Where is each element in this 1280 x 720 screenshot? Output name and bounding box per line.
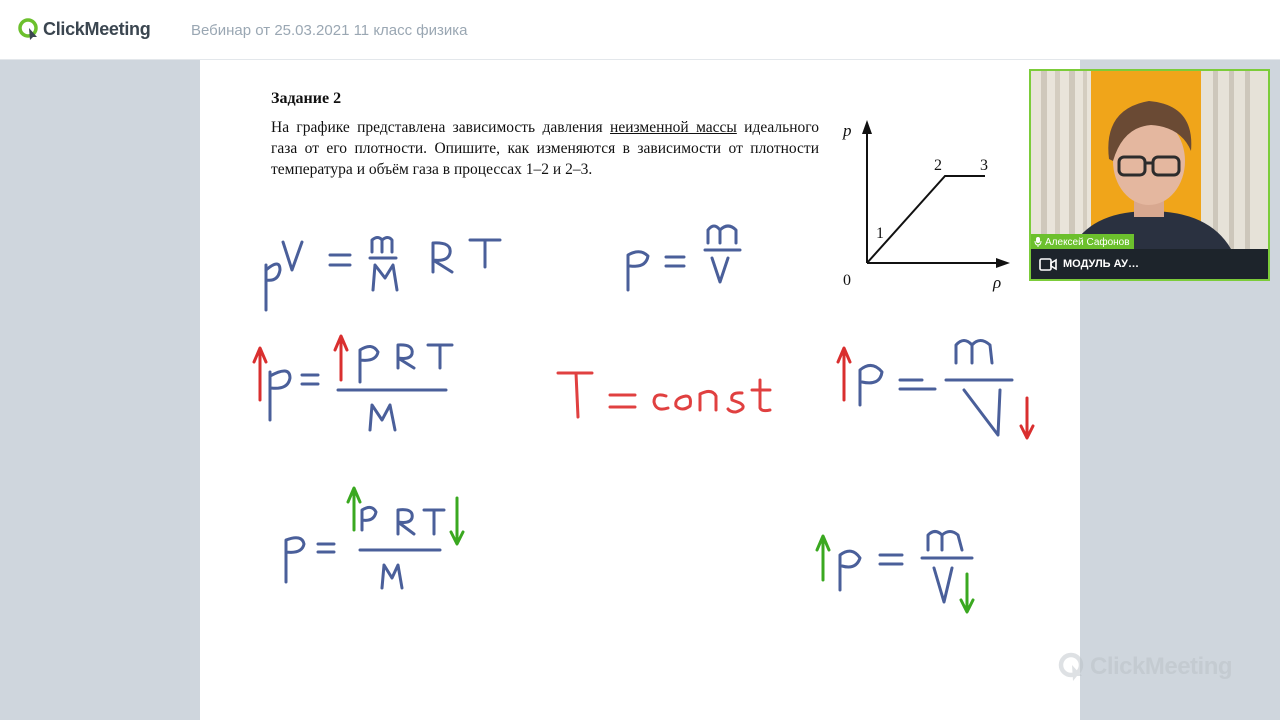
handwriting-eq4: [558, 373, 770, 417]
clickmeeting-watermark: [1058, 652, 1232, 682]
logo-text: ClickMeeting: [43, 18, 151, 39]
handwriting-eq5: [860, 341, 1012, 436]
graph-origin-label: 0: [843, 272, 851, 289]
camera-icon[interactable]: [1039, 258, 1057, 271]
participant-name-tag: [1031, 234, 1134, 249]
handwriting-eq1: [266, 238, 500, 311]
arrow-up-green-1: [348, 488, 360, 530]
graph-point-3: 3: [980, 157, 988, 174]
microphone-icon: [1034, 237, 1042, 247]
clickmeeting-logo[interactable]: [18, 18, 150, 40]
task-text-underlined: неизменной массы: [610, 119, 737, 136]
module-bar[interactable]: [1031, 249, 1268, 279]
handwriting-eq7: [840, 532, 972, 603]
arrow-down-green-1: [451, 498, 463, 544]
arrow-up-green-2: [817, 536, 829, 580]
handwriting-eq2: [628, 226, 740, 290]
arrow-up-red-2: [335, 336, 347, 380]
webinar-title: Вебинар от 25.03.2021 11 класс физика: [191, 22, 468, 39]
watermark-logo-icon: [1058, 652, 1086, 682]
webcam-feed: [1031, 71, 1268, 249]
graph-point-2: 2: [934, 157, 942, 174]
participant-name: Алексей Сафонов: [1045, 236, 1130, 248]
graph-y-label: p: [843, 121, 852, 140]
task-heading: Задание 2: [271, 90, 342, 107]
clickmeeting-logo-icon: [18, 18, 40, 40]
webcam-panel[interactable]: [1029, 69, 1270, 281]
module-label: МОДУЛЬ АУ…: [1063, 258, 1140, 270]
graph-x-label: ρ: [993, 273, 1002, 292]
handwriting-eq3: [270, 345, 452, 430]
handwriting-eq6: [286, 507, 444, 588]
arrow-up-red-1: [254, 348, 266, 400]
top-bar: [0, 0, 1280, 60]
task-text-part1: На графике представлена зависимость давления: [271, 119, 611, 136]
graph-point-1: 1: [876, 225, 884, 242]
watermark-text: ClickMeeting: [1090, 653, 1233, 680]
handwriting-layer: [200, 60, 1080, 720]
arrow-up-red-3: [838, 348, 850, 400]
task-text-part2: идеального газа от его плотности. Опишите, как изменяются в зависимости от плотности температура и объём газа в процессах 1–2 и 2–3.: [271, 119, 820, 178]
arrow-down-green-2: [961, 574, 973, 612]
whiteboard[interactable]: [200, 60, 1080, 720]
arrow-down-red: [1021, 398, 1033, 438]
